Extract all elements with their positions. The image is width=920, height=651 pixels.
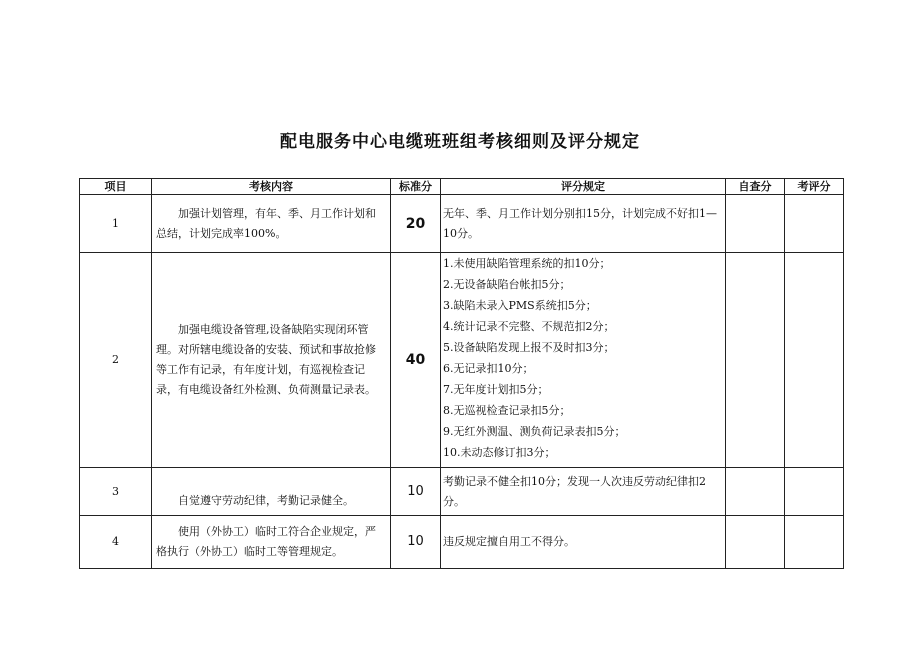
- document-title: 配电服务中心电缆班班组考核细则及评分规定: [280, 132, 640, 152]
- scoring-rule-text: 无年、季、月工作计划分别扣15分，计划完成不好扣1—10分。: [443, 206, 717, 240]
- header-evaluation: 考评分: [785, 179, 844, 195]
- table-row: [80, 195, 844, 253]
- scoring-rule: [441, 195, 726, 253]
- scoring-rule-item: [443, 463, 723, 467]
- self-check-score[interactable]: [726, 195, 785, 253]
- item-content: [152, 195, 391, 253]
- item-content: [152, 468, 391, 516]
- scoring-rule-item: 1.未使用缺陷管理系统的扣10分；: [443, 257, 611, 270]
- scoring-rule-text: 违反规定擅自用工不得分。: [443, 535, 575, 548]
- standard-score: 10: [391, 468, 441, 516]
- item-content: [152, 516, 391, 569]
- scoring-rule: [441, 468, 726, 516]
- header-self-check: 自查分: [726, 179, 785, 195]
- item-number: 1: [80, 195, 152, 253]
- standard-score: 40: [391, 253, 441, 468]
- header-standard-score: 标准分: [391, 179, 441, 195]
- scoring-rule-item: 7.无年度计划扣5分；: [443, 383, 549, 396]
- assessment-table: [79, 178, 844, 569]
- item-content-text: 使用（外协工）临时工符合企业规定，严格执行（外协工）临时工等管理规定。: [156, 525, 376, 558]
- scoring-rule-item: 2.无设备缺陷台帐扣5分；: [443, 278, 571, 291]
- table-row: [80, 253, 844, 468]
- item-content: [152, 253, 391, 468]
- self-check-score[interactable]: [726, 468, 785, 516]
- standard-score: 10: [391, 516, 441, 569]
- table-header-row: [80, 179, 844, 195]
- evaluation-score[interactable]: [785, 468, 844, 516]
- table-row: [80, 468, 844, 516]
- scoring-rule-item: 6.无记录扣10分；: [443, 362, 534, 375]
- evaluation-score[interactable]: [785, 195, 844, 253]
- scoring-rule: [441, 253, 726, 468]
- scoring-rule: [441, 516, 726, 569]
- scoring-rule-item: 9.无红外测温、测负荷记录表扣5分；: [443, 425, 626, 438]
- scoring-rule-item: 5.设备缺陷发现上报不及时扣3分；: [443, 341, 615, 354]
- item-content-text: 自觉遵守劳动纪律，考勤记录健全。: [178, 494, 354, 507]
- scoring-rule-list: [443, 253, 723, 467]
- scoring-rule-text: 考勤记录不健全扣10分；发现一人次违反劳动纪律扣2分。: [443, 474, 706, 508]
- header-content: 考核内容: [152, 179, 391, 195]
- self-check-score[interactable]: [726, 253, 785, 468]
- item-number: 3: [80, 468, 152, 516]
- item-content-text: 加强电缆设备管理,设备缺陷实现闭环管理。对所辖电缆设备的安装、预试和事故抢修等工作有记录，有年度计划，有巡视检查记录，有电缆设备红外检测、负荷测量记录表。: [156, 323, 376, 396]
- header-item-no: 项目: [80, 179, 152, 195]
- scoring-rule-item: 3.缺陷未录入PMS系统扣5分；: [443, 299, 597, 312]
- standard-score: 20: [391, 195, 441, 253]
- scoring-rule-item: 8.无巡视检查记录扣5分；: [443, 404, 571, 417]
- item-number: 2: [80, 253, 152, 468]
- scoring-rule-item: 4.统计记录不完整、不规范扣2分；: [443, 320, 615, 333]
- self-check-score[interactable]: [726, 516, 785, 569]
- scoring-rule-item: 10.未动态修订扣3分；: [443, 446, 556, 459]
- table-row: [80, 516, 844, 569]
- evaluation-score[interactable]: [785, 516, 844, 569]
- evaluation-score[interactable]: [785, 253, 844, 468]
- item-content-text: 加强计划管理，有年、季、月工作计划和总结，计划完成率100%。: [156, 206, 376, 240]
- item-number: 4: [80, 516, 152, 569]
- header-scoring-rules: 评分规定: [441, 179, 726, 195]
